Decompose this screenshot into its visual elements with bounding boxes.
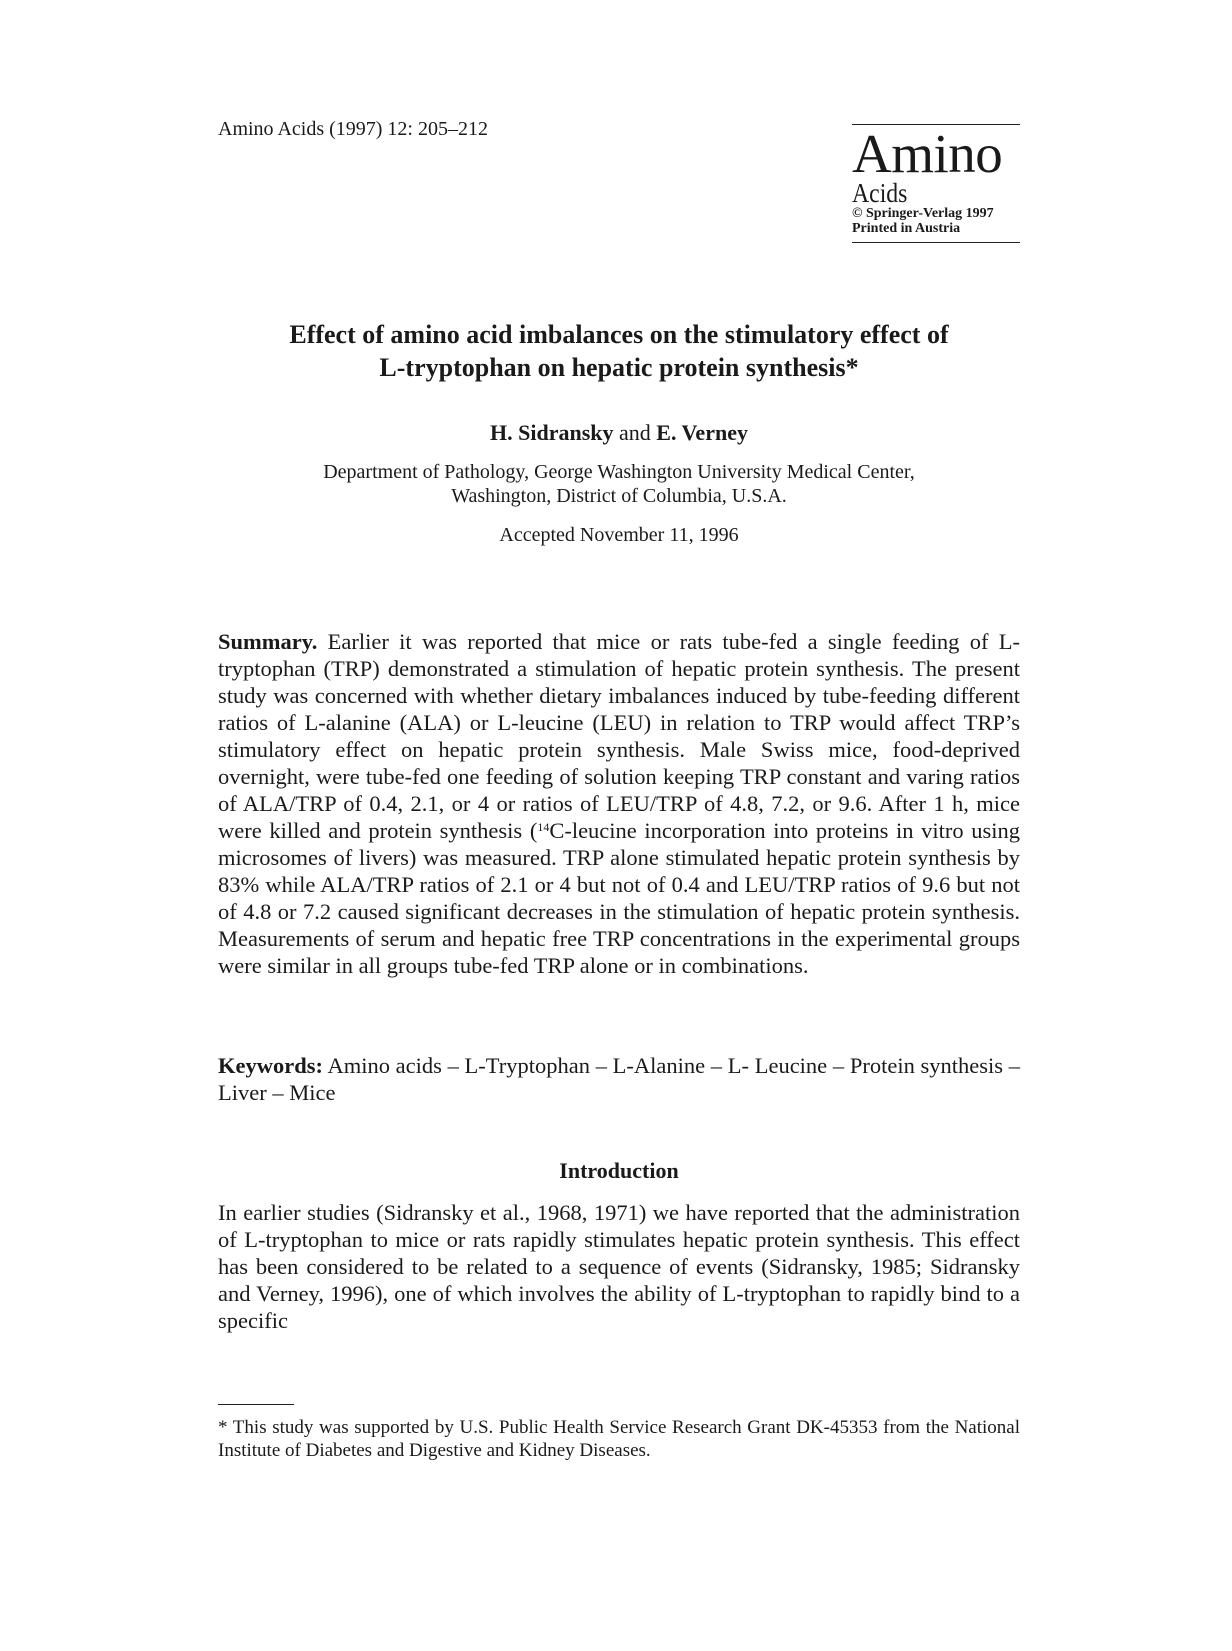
printed-notice: Printed in Austria xyxy=(852,221,961,236)
logo-title: Amino xyxy=(852,123,1003,184)
author-1: H. Sidransky xyxy=(490,420,614,445)
summary-text-1: Earlier it was reported that mice or rats tube-fed a single feeding of L-tryptophan (TRP) demonstrated a stimulation of hepatic protein synthesis. The present study was concerned with whether dietary imbalances induced by tube-feeding different ratios of L-alanine (ALA) or L-leucine (LEU) in relation to TRP would affect TRP’s stimulatory effect on hepatic protein synthesis. Male Swiss mice, food-deprived overnight, were tube-fed one feeding of solution keeping TRP constant and varing ratios of ALA/TRP of 0.4, 2.1, or 4 or ratios of LEU/TRP of 4.8, 7.2, or 9.6. After 1 h, mice were killed and protein synthesis ( xyxy=(218,629,1020,843)
introduction-heading: Introduction xyxy=(559,1158,679,1183)
copyright-notice: © Springer-Verlag 1997 xyxy=(852,206,994,221)
author-2: E. Verney xyxy=(656,420,748,445)
introduction-paragraph: In earlier studies (Sidransky et al., 1968, 1971) we have reported that the administration of L-tryptophan to mice or rats rapidly stimulates hepatic protein synthesis. This effect has been considered to be related to a sequence of events (Sidransky, 1985; Sidransky and Verney, 1996), one of which involves the ability of L-tryptophan to rapidly bind to a specific xyxy=(218,1200,1020,1333)
keywords-text: Amino acids – L-Tryptophan – L-Alanine – L- Leucine – Protein synthesis – Liver – Mice xyxy=(218,1053,1020,1105)
isotope-superscript: 14 xyxy=(537,820,550,834)
footnote-divider xyxy=(218,1404,294,1405)
affiliation xyxy=(218,460,1020,508)
footnote: * This study was supported by U.S. Public Health Service Research Grant DK-45353 from the National Institute of Diabetes and Digestive and Kidney Diseases. xyxy=(218,1417,1020,1461)
journal-logo xyxy=(852,124,1020,243)
keywords-label: Keywords: xyxy=(218,1053,323,1078)
affiliation-line-1: Department of Pathology, George Washington University Medical Center, xyxy=(323,461,915,483)
author-conjunction: and xyxy=(613,420,657,445)
authors xyxy=(218,420,1020,446)
keywords-paragraph xyxy=(218,1052,1020,1106)
title-line-1: Effect of amino acid imbalances on the stimulatory effect of xyxy=(289,320,949,349)
summary-text-2: C-leucine incorporation into proteins in vitro using microsomes of livers) was measured. TRP alone stimulated hepatic protein synthesis by 83% while ALA/TRP ratios of 2.1 or 4 but not of 0.4 and LEU/TRP ratios of 9.6 but not of 4.8 or 7.2 caused significant decreases in the stimulation of hepatic protein synthesis. Measurements of serum and hepatic free TRP concentrations in the experimental groups were similar in all groups tube-fed TRP alone or in combinations. xyxy=(218,818,1020,978)
title-line-2: L-tryptophan on hepatic protein synthesis* xyxy=(379,353,859,382)
accepted-date: Accepted November 11, 1996 xyxy=(499,524,739,546)
summary-label: Summary. xyxy=(218,629,318,654)
journal-citation: Amino Acids (1997) 12: 205–212 xyxy=(218,118,488,140)
logo-subtitle: Acids xyxy=(852,178,908,208)
affiliation-line-2: Washington, District of Columbia, U.S.A. xyxy=(451,485,787,507)
summary-paragraph xyxy=(218,628,1020,979)
article-title xyxy=(218,318,1020,384)
